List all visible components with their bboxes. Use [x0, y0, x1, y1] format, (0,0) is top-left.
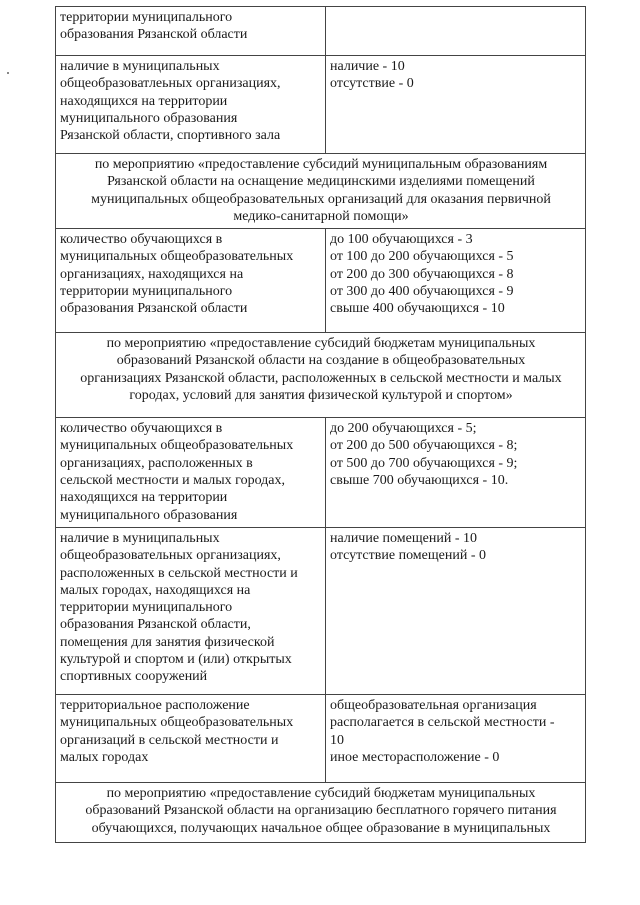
text-line: образований Рязанской области на создание в общеобразовательных — [116, 353, 526, 369]
text-line: малых городах — [60, 749, 149, 765]
text-line: территории муниципального — [60, 284, 233, 300]
text-line: спортивных сооружений — [60, 669, 208, 685]
text-line: обучающихся, получающих начальное общее образование в муниципальных — [91, 820, 551, 836]
section-heading — [56, 333, 586, 418]
section-heading-row — [56, 782, 586, 842]
text-line: муниципального образования — [60, 110, 238, 126]
text-line: Рязанской области, спортивного зала — [60, 128, 281, 144]
text-line: расположенных в сельской местности и — [60, 565, 298, 581]
text-line: организаций в сельской местности и — [60, 732, 279, 748]
section-heading — [56, 154, 586, 229]
text-line: находящихся на территории — [60, 93, 228, 109]
text-line: от 200 до 500 обучающихся - 8; — [330, 438, 518, 454]
criteria-row — [56, 7, 586, 56]
text-line: территориальное расположение — [60, 697, 250, 713]
text-line: сельской местности и малых городах, — [60, 473, 285, 489]
text-line: муниципальных общеобразовательных — [60, 438, 294, 454]
scan-mark — [7, 72, 9, 74]
text-line: организациях, расположенных в — [60, 455, 253, 471]
text-line: наличие в муниципальных — [60, 59, 220, 74]
text-line: образования Рязанской области, — [60, 617, 251, 633]
criterion-cell — [56, 527, 326, 694]
criterion-cell — [56, 56, 326, 154]
score-cell — [326, 418, 586, 528]
criterion-cell — [56, 418, 326, 528]
score-cell — [326, 56, 586, 154]
text-line: муниципальных общеобразовательных — [60, 715, 294, 731]
text-line: количество обучающихся в — [60, 421, 223, 437]
criteria-row — [56, 418, 586, 528]
criteria-row — [56, 229, 586, 333]
text-line: муниципальных общеобразовательных организаций для оказания первичной — [91, 191, 551, 207]
text-line: от 100 до 200 обучающихся - 5 — [330, 249, 514, 265]
section-heading-row — [56, 333, 586, 418]
text-line: территории муниципального — [60, 10, 233, 25]
text-line: до 100 обучающихся - 3 — [330, 232, 473, 248]
section-heading-row — [56, 154, 586, 229]
text-line: отсутствие - 0 — [330, 76, 414, 92]
text-line: общеобразоватлеьных организациях, — [60, 76, 281, 92]
text-line: городах, условий для занятия физической культурой и спортом» — [129, 388, 513, 404]
text-line: наличие в муниципальных — [60, 530, 220, 546]
criteria-row — [56, 56, 586, 154]
text-line: организациях Рязанской области, расположенных в сельской местности и малых — [80, 370, 562, 386]
text-line: располагается в сельской местности - — [330, 715, 555, 731]
text-line: образований Рязанской области на организацию бесплатного горячего питания — [85, 803, 557, 819]
text-line: культурой и спортом и (или) открытых — [60, 652, 292, 668]
score-cell — [326, 527, 586, 694]
text-line: по мероприятию «предоставление субсидий бюджетам муниципальных — [106, 785, 536, 801]
text-line: муниципального образования — [60, 507, 238, 523]
criterion-cell — [56, 7, 326, 56]
text-line: наличие - 10 — [330, 59, 405, 74]
text-line: помещения для занятия физической — [60, 634, 275, 650]
text-line: образования Рязанской области — [60, 301, 248, 317]
criteria-row — [56, 694, 586, 782]
text-line: свыше 700 обучающихся - 10. — [330, 473, 509, 489]
text-line: количество обучающихся в — [60, 232, 223, 248]
text-line: до 200 обучающихся - 5; — [330, 421, 477, 437]
text-line: медико-санитарной помощи» — [233, 208, 409, 224]
text-line: общеобразовательных организациях, — [60, 548, 281, 564]
score-cell — [326, 694, 586, 782]
text-line: 10 — [330, 732, 344, 748]
text-line: свыше 400 обучающихся - 10 — [330, 301, 505, 317]
text-line: территории муниципального — [60, 600, 233, 616]
text-line: от 200 до 300 обучающихся - 8 — [330, 266, 514, 282]
text-line: наличие помещений - 10 — [330, 530, 477, 546]
score-cell — [326, 229, 586, 333]
criteria-table-body — [56, 7, 586, 843]
criteria-table — [55, 6, 586, 843]
text-line: малых городах, находящихся на — [60, 582, 251, 598]
text-line: иное месторасположение - 0 — [330, 749, 500, 765]
text-line: общеобразовательная организация — [330, 697, 537, 713]
text-line: муниципальных общеобразовательных — [60, 249, 294, 265]
text-line: по мероприятию «предоставление субсидий муниципальным образованиям — [94, 157, 548, 172]
criteria-row — [56, 527, 586, 694]
text-line: по мероприятию «предоставление субсидий бюджетам муниципальных — [106, 336, 536, 352]
section-heading — [56, 782, 586, 842]
text-line: организациях, находящихся на — [60, 266, 244, 282]
criterion-cell — [56, 229, 326, 333]
text-line: от 500 до 700 обучающихся - 9; — [330, 455, 518, 471]
text-line: находящихся на территории — [60, 490, 228, 506]
criterion-cell — [56, 694, 326, 782]
text-line: отсутствие помещений - 0 — [330, 548, 487, 564]
text-line: Рязанской области на оснащение медицинскими изделиями помещений — [107, 174, 535, 190]
text-line: образования Рязанской области — [60, 27, 248, 43]
score-cell — [326, 7, 586, 56]
text-line: от 300 до 400 обучающихся - 9 — [330, 284, 514, 300]
